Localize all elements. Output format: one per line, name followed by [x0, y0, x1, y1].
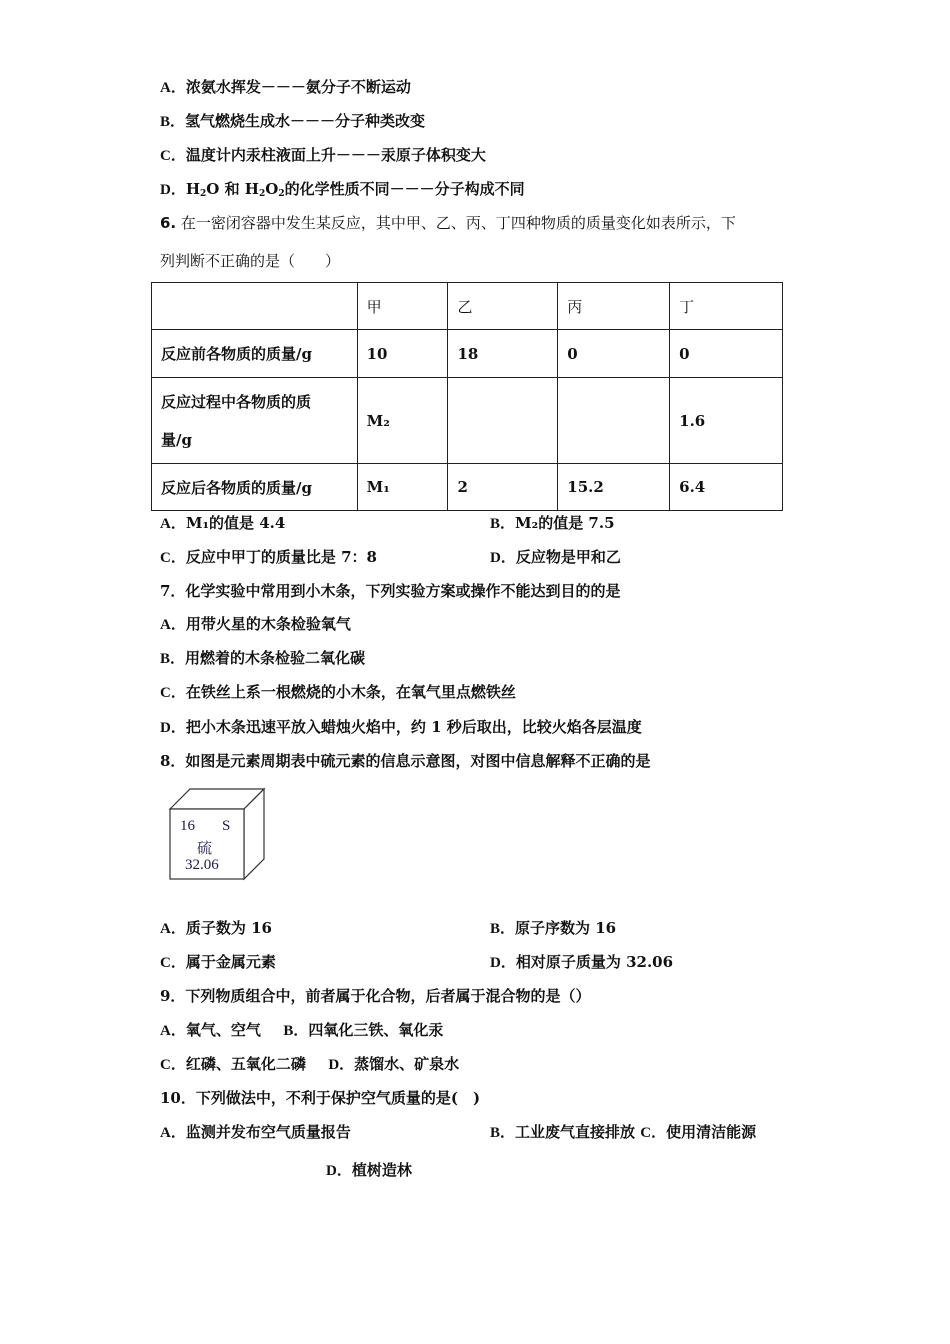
table-header-cell [152, 283, 358, 330]
q9-option-d: 蒸馏水、矿泉水 [354, 1055, 460, 1073]
q7-option-d: D．把小木条迅速平放入蜡烛火焰中，约 1 秒后取出，比较火焰各层温度 [160, 718, 642, 736]
table-row [152, 464, 783, 511]
q10-option-d: D．植树造林 [326, 1161, 412, 1179]
q6-stem-line2: 列判断不正确的是（ ） [160, 252, 341, 270]
table-header-cell: 甲 [357, 283, 448, 330]
atomic-mass: 32.06 [185, 857, 219, 873]
table-cell [448, 378, 558, 464]
question-number: 6. [160, 214, 177, 232]
q5-option-b [160, 111, 425, 132]
table-cell: 0 [558, 330, 670, 378]
row-label: 反应后各物质的质量/g [152, 464, 358, 511]
q9-option-a: 氧气、空气 [185, 1021, 261, 1039]
q9-option-b: 四氧化三铁、氧化汞 [308, 1021, 444, 1039]
row-label: 反应前各物质的质量/g [152, 330, 358, 378]
option-text: 温度计内汞柱液面上升－－－汞原子体积变大 [185, 146, 486, 164]
q6-option-a: A．M₁的值是 4.4 [160, 514, 286, 532]
table-cell: M₁ [357, 464, 448, 511]
q5-option-a [160, 77, 411, 98]
table-header-cell: 丁 [670, 283, 783, 330]
table-cell: 1.6 [670, 378, 783, 464]
table-cell: 6.4 [670, 464, 783, 511]
option-label: C． [160, 148, 186, 164]
table-cell: 18 [448, 330, 558, 378]
q7-option-a: A．用带火星的木条检验氧气 [160, 615, 351, 633]
table-cell: 15.2 [558, 464, 670, 511]
question-text: 在一密闭容器中发生某反应，其中甲、乙、丙、丁四种物质的质量变化如表所示，下 [180, 214, 736, 232]
formula-h2o: $H_2O$ 和 $H_2O_2$ [185, 180, 285, 199]
q10-option-a: A．监测并发布空气质量报告 [160, 1123, 351, 1141]
q6-option-d: D．反应物是甲和乙 [490, 548, 621, 566]
q7-stem: 7．化学实验中常用到小木条，下列实验方案或操作不能达到目的的是 [160, 582, 621, 600]
q8-option-a: A．质子数为 16 [160, 919, 272, 937]
q8-option-d: D．相对原子质量为 32.06 [490, 953, 674, 971]
table-cell [558, 378, 670, 464]
q9-stem: 9．下列物质组合中，前者属于化合物，后者属于混合物的是（） [160, 987, 591, 1005]
q8-option-b: B．原子序数为 16 [490, 919, 617, 937]
option-text: 的化学性质不同－－－分子构成不同 [284, 180, 525, 198]
q5-option-d [160, 179, 525, 204]
q9-options-line2: C．红磷、五氧化二磷 D．蒸馏水、矿泉水 [160, 1055, 460, 1073]
q10-option-bc: B．工业废气直接排放 C．使用清洁能源 [490, 1123, 757, 1141]
q7-option-c: C．在铁丝上系一根燃烧的小木条，在氧气里点燃铁丝 [160, 683, 516, 701]
q9-option-c: 红磷、五氧化二磷 [185, 1055, 306, 1073]
table-cell: 10 [357, 330, 448, 378]
option-label: D． [160, 182, 186, 198]
q6-option-c: C．反应中甲丁的质量比是 7：8 [160, 548, 377, 566]
row-label: 反应过程中各物质的质 量/g [152, 378, 358, 464]
q7-option-b: B．用燃着的木条检验二氧化碳 [160, 649, 366, 667]
atomic-number: 16 [180, 818, 195, 834]
element-name: 硫 [197, 839, 213, 857]
q5-option-c [160, 145, 486, 166]
q10-option-c: 使用清洁能源 [666, 1123, 757, 1141]
option-text: 浓氨水挥发－－－氨分子不断运动 [185, 78, 411, 96]
q8-stem: 8．如图是元素周期表中硫元素的信息示意图，对图中信息解释不正确的是 [160, 752, 651, 770]
option-text: 氢气燃烧生成水－－－分子种类改变 [185, 112, 426, 130]
q8-option-c: C．属于金属元素 [160, 953, 276, 971]
option-label: A． [160, 80, 186, 96]
q10-stem: 10．下列做法中，不利于保护空气质量的是( ) [160, 1089, 481, 1107]
table-cell: 0 [670, 330, 783, 378]
element-symbol: S [222, 818, 231, 834]
q6-stem-line1 [160, 213, 736, 233]
table-cell: M₂ [357, 378, 448, 464]
table-header-row [152, 283, 783, 330]
sulfur-element-cube [168, 787, 268, 881]
table-row [152, 378, 783, 464]
table-header-cell: 乙 [448, 283, 558, 330]
table-header-cell: 丙 [558, 283, 670, 330]
q10-option-b: 工业废气直接排放 [515, 1123, 636, 1141]
mass-change-table [151, 282, 783, 511]
q6-option-b: B．M₂的值是 7.5 [490, 514, 615, 532]
q9-options-line1: A．氧气、空气 B．四氧化三铁、氧化汞 [160, 1021, 444, 1039]
option-label: B． [160, 114, 186, 130]
table-cell: 2 [448, 464, 558, 511]
table-row [152, 330, 783, 378]
